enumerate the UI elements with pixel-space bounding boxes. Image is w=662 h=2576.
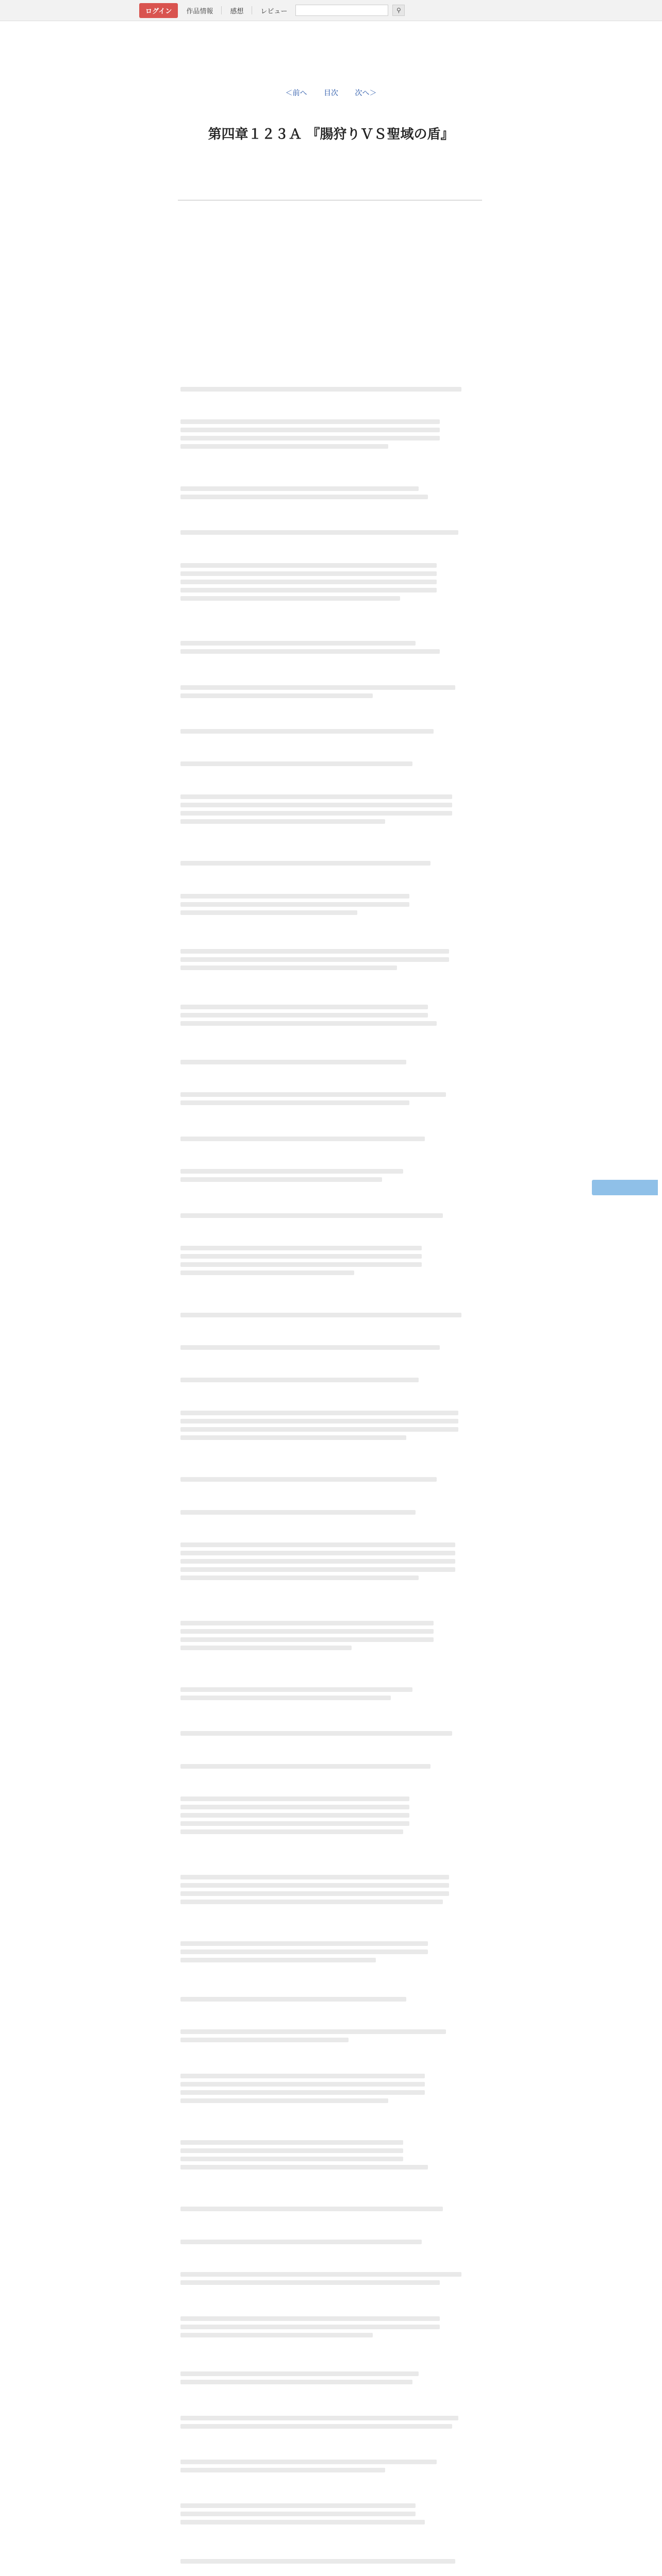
- text-line-placeholder: [180, 444, 388, 449]
- paragraph: [180, 1728, 486, 1739]
- text-line-placeholder: [180, 530, 458, 535]
- toc-link[interactable]: 目次: [324, 89, 338, 97]
- top-navigation-inner: [139, 3, 405, 18]
- paragraph: [180, 1310, 486, 1321]
- text-line-placeholder: [180, 1551, 455, 1555]
- text-line-placeholder: [180, 1345, 440, 1350]
- text-line-placeholder: [180, 1687, 412, 1692]
- text-line-placeholder: [180, 486, 419, 491]
- paragraph: [180, 2026, 486, 2049]
- paragraph: [180, 2204, 486, 2215]
- text-line-placeholder: [180, 1559, 455, 1564]
- work-info-block: [155, 34, 516, 41]
- text-line-placeholder: [180, 2468, 385, 2472]
- text-line-placeholder: [180, 685, 455, 690]
- text-line-placeholder: [180, 902, 409, 907]
- text-line-placeholder: [180, 1950, 428, 1954]
- text-line-placeholder: [180, 957, 449, 962]
- paragraph: [180, 2413, 486, 2435]
- text-line-placeholder: [180, 1941, 428, 1946]
- text-line-placeholder: [180, 2380, 412, 2384]
- text-line-placeholder: [180, 1005, 428, 1009]
- text-line-placeholder: [180, 1997, 406, 2002]
- text-line-placeholder: [180, 495, 428, 499]
- text-line-placeholder: [180, 2140, 403, 2145]
- paragraph: [180, 1793, 486, 1850]
- text-line-placeholder: [180, 729, 434, 734]
- text-line-placeholder: [180, 1646, 352, 1650]
- text-line-placeholder: [180, 1313, 461, 1317]
- text-line-placeholder: [180, 571, 437, 576]
- text-line-placeholder: [180, 2207, 443, 2211]
- text-line-placeholder: [180, 2157, 403, 2161]
- pager-top: [0, 88, 662, 98]
- paragraph: [180, 1133, 486, 1145]
- text-line-placeholder: [180, 580, 437, 584]
- text-line-placeholder: [180, 2280, 440, 2285]
- text-line-placeholder: [180, 1510, 416, 1515]
- paragraph: [180, 758, 486, 770]
- text-line-placeholder: [180, 2503, 416, 2508]
- paragraph: [180, 1375, 486, 1386]
- paragraph: [180, 1938, 486, 1972]
- text-line-placeholder: [180, 428, 440, 432]
- paragraph: [180, 2456, 486, 2479]
- paragraph: [180, 2071, 486, 2116]
- text-line-placeholder: [180, 1021, 437, 1026]
- text-line-placeholder: [180, 949, 449, 954]
- paragraph: [180, 1089, 486, 1112]
- nav-work-info[interactable]: 作品情報: [186, 7, 213, 15]
- text-line-placeholder: [180, 1100, 409, 1105]
- text-line-placeholder: [180, 1805, 409, 1809]
- paragraph: [180, 2137, 486, 2182]
- text-line-placeholder: [180, 2416, 458, 2420]
- text-line-placeholder: [180, 1958, 376, 1962]
- text-line-placeholder: [180, 761, 412, 766]
- paragraph: [180, 2313, 486, 2347]
- text-line-placeholder: [180, 2424, 452, 2429]
- nav-impressions[interactable]: 感想: [230, 7, 244, 15]
- paragraph: [180, 1994, 486, 2005]
- paragraph: [180, 858, 486, 869]
- nav-divider: [221, 6, 222, 14]
- text-line-placeholder: [180, 1575, 419, 1580]
- paragraph: [180, 1761, 486, 1772]
- text-line-placeholder: [180, 819, 385, 824]
- text-line-placeholder: [180, 811, 452, 816]
- text-line-placeholder: [180, 1883, 449, 1888]
- text-line-placeholder: [180, 436, 440, 440]
- text-line-placeholder: [180, 910, 357, 915]
- text-line-placeholder: [180, 1427, 458, 1432]
- login-button[interactable]: ログイン: [139, 3, 178, 18]
- text-line-placeholder: [180, 2460, 437, 2464]
- prev-link[interactable]: ＜前へ: [285, 89, 307, 97]
- paragraph: [180, 2269, 486, 2292]
- text-line-placeholder: [180, 2316, 440, 2321]
- text-line-placeholder: [180, 794, 452, 799]
- text-line-placeholder: [180, 1092, 446, 1097]
- text-line-placeholder: [180, 1891, 449, 1896]
- text-line-placeholder: [180, 1900, 443, 1904]
- text-line-placeholder: [180, 563, 437, 568]
- paragraph: [180, 1057, 486, 1068]
- paragraph: [180, 682, 486, 705]
- text-line-placeholder: [180, 2559, 455, 2564]
- next-link[interactable]: 次へ＞: [355, 89, 377, 97]
- text-line-placeholder: [180, 419, 440, 424]
- side-floating-button[interactable]: [592, 1180, 658, 1195]
- paragraph: [180, 1166, 486, 1189]
- text-line-placeholder: [180, 1270, 354, 1275]
- paragraph: [180, 726, 486, 737]
- text-line-placeholder: [180, 1567, 455, 1572]
- paragraph: [180, 527, 486, 538]
- text-line-placeholder: [180, 387, 461, 392]
- text-line-placeholder: [180, 1731, 452, 1736]
- text-line-placeholder: [180, 693, 373, 698]
- paragraph: [180, 416, 486, 462]
- text-line-placeholder: [180, 2325, 440, 2329]
- text-line-placeholder: [180, 1378, 419, 1382]
- text-line-placeholder: [180, 2090, 425, 2095]
- search-icon[interactable]: ⚲: [392, 5, 405, 16]
- text-line-placeholder: [180, 1875, 449, 1879]
- paragraph: [180, 1507, 486, 1518]
- paragraph: [180, 1618, 486, 1663]
- paragraph: [180, 1474, 486, 1485]
- text-line-placeholder: [180, 2165, 428, 2170]
- text-line-placeholder: [180, 2371, 419, 2376]
- text-line-placeholder: [180, 1169, 403, 1174]
- text-line-placeholder: [180, 2512, 416, 2516]
- paragraph: [180, 946, 486, 980]
- paragraph: [180, 1210, 486, 1222]
- text-line-placeholder: [180, 803, 452, 807]
- text-line-placeholder: [180, 588, 437, 592]
- text-line-placeholder: [180, 861, 431, 866]
- nav-reviews[interactable]: レビュー: [260, 7, 288, 15]
- paragraph: [180, 1684, 486, 1707]
- text-line-placeholder: [180, 1829, 403, 1834]
- paragraph: [180, 1342, 486, 1353]
- text-line-placeholder: [180, 1013, 428, 1018]
- paragraph: [180, 2556, 486, 2567]
- search-input[interactable]: [295, 5, 388, 16]
- text-line-placeholder: [180, 1629, 434, 1634]
- text-line-placeholder: [180, 2148, 403, 2153]
- text-line-placeholder: [180, 1621, 434, 1625]
- text-line-placeholder: [180, 649, 440, 654]
- text-line-placeholder: [180, 2333, 373, 2337]
- paragraph: [180, 384, 486, 395]
- paragraph: [180, 1539, 486, 1596]
- text-line-placeholder: [180, 1821, 409, 1826]
- paragraph: [180, 1872, 486, 1917]
- paragraph: [180, 2368, 486, 2391]
- text-line-placeholder: [180, 2082, 425, 2087]
- text-line-placeholder: [180, 1477, 437, 1482]
- paragraph: [180, 1408, 486, 1453]
- text-line-placeholder: [180, 1435, 406, 1440]
- text-line-placeholder: [180, 1637, 434, 1642]
- text-line-placeholder: [180, 1137, 425, 1141]
- text-line-placeholder: [180, 1543, 455, 1547]
- text-line-placeholder: [180, 1246, 422, 1250]
- paragraph: [180, 2500, 486, 2534]
- paragraph: [180, 891, 486, 925]
- paragraph: [180, 791, 486, 837]
- text-line-placeholder: [180, 2074, 425, 2078]
- text-line-placeholder: [180, 2240, 422, 2244]
- text-line-placeholder: [180, 965, 397, 970]
- paragraph: [180, 2236, 486, 2248]
- text-line-placeholder: [180, 1254, 422, 1259]
- paragraph: [180, 1002, 486, 1036]
- text-line-placeholder: [180, 1060, 406, 1064]
- text-line-placeholder: [180, 2038, 349, 2042]
- chapter-title: 第四章１２３Ａ 『腸狩りＶＳ聖域の盾』: [208, 127, 454, 142]
- text-line-placeholder: [180, 641, 416, 646]
- paragraph: [180, 1243, 486, 1288]
- text-line-placeholder: [180, 1419, 458, 1423]
- top-navigation-bar: [0, 0, 662, 21]
- text-line-placeholder: [180, 1764, 431, 1769]
- text-line-placeholder: [180, 2098, 388, 2103]
- text-line-placeholder: [180, 1696, 391, 1700]
- text-line-placeholder: [180, 596, 400, 601]
- text-line-placeholder: [180, 2029, 446, 2034]
- text-line-placeholder: [180, 1797, 409, 1801]
- text-line-placeholder: [180, 1813, 409, 1818]
- paragraph: [180, 483, 486, 506]
- text-line-placeholder: [180, 1411, 458, 1415]
- text-line-placeholder: [180, 1177, 382, 1182]
- paragraph: [180, 638, 486, 660]
- text-line-placeholder: [180, 1213, 443, 1218]
- text-line-placeholder: [180, 894, 409, 899]
- text-line-placeholder: [180, 2520, 425, 2524]
- paragraph: [180, 560, 486, 617]
- text-line-placeholder: [180, 1262, 422, 1267]
- text-line-placeholder: [180, 2272, 461, 2277]
